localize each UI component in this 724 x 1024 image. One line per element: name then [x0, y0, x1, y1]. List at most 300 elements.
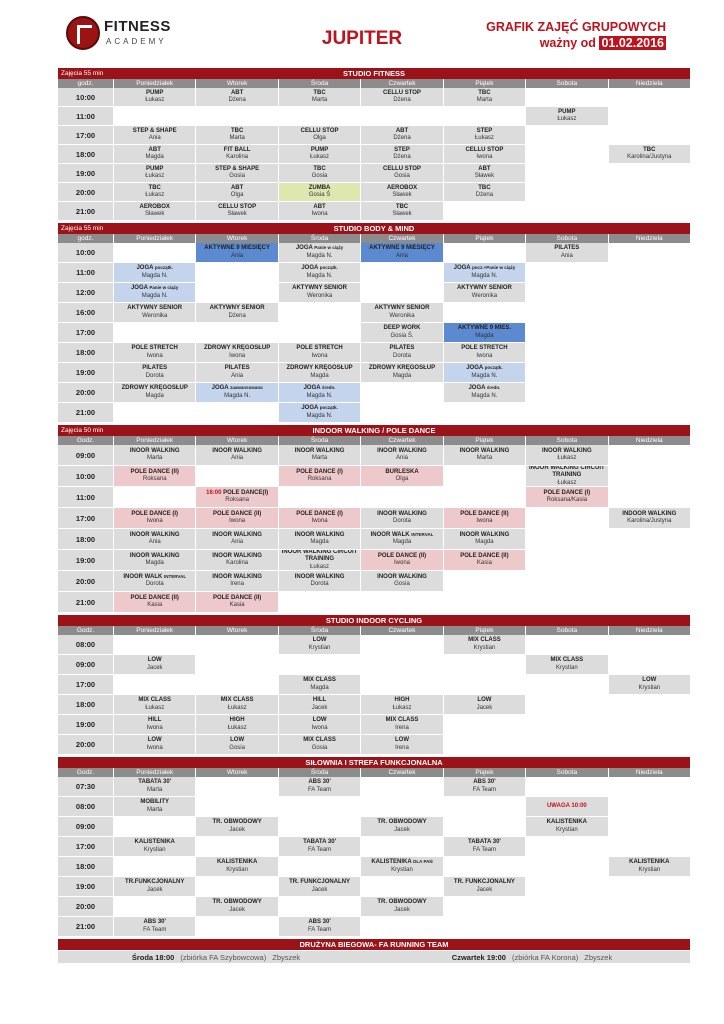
- class-slot[interactable]: [196, 487, 277, 507]
- class-slot[interactable]: [114, 263, 195, 282]
- class-slot[interactable]: [114, 529, 195, 549]
- class-slot[interactable]: [361, 126, 442, 144]
- trainer-name: Magda N.: [306, 252, 333, 259]
- trainer-name: Ania: [148, 135, 161, 141]
- column-header-day: Poniedziałek: [114, 436, 195, 445]
- trainer-name: Roksana: [142, 476, 167, 482]
- class-slot[interactable]: [114, 877, 195, 896]
- class-slot[interactable]: [279, 571, 360, 591]
- column-header-day: Sobota: [526, 234, 607, 243]
- class-name: AKTYWNY SENIOR: [209, 305, 265, 312]
- class-slot[interactable]: [444, 837, 525, 856]
- time-cell: 11:00: [58, 107, 113, 125]
- empty-slot: [361, 383, 442, 402]
- class-slot[interactable]: [526, 487, 607, 507]
- class-slot[interactable]: [361, 817, 442, 836]
- class-slot[interactable]: [114, 343, 195, 362]
- class-slot[interactable]: [114, 655, 195, 674]
- class-name-line: [114, 204, 195, 211]
- class-slot[interactable]: [196, 88, 277, 106]
- class-name: CELLU STOP: [300, 127, 339, 134]
- class-slot[interactable]: [361, 183, 442, 201]
- class-slot[interactable]: [196, 383, 277, 402]
- class-slot[interactable]: [526, 466, 607, 486]
- schedule-section: [58, 615, 690, 754]
- class-name-line: [279, 677, 360, 684]
- class-slot[interactable]: [279, 550, 360, 570]
- class-slot[interactable]: [279, 635, 360, 654]
- trainer-name: Iwona: [229, 352, 246, 359]
- class-slot[interactable]: [526, 655, 607, 674]
- class-slot[interactable]: [114, 592, 195, 612]
- trainer-name: Magda: [145, 392, 164, 399]
- class-name: ABT: [478, 165, 491, 172]
- class-slot[interactable]: [279, 877, 360, 896]
- column-headers: [58, 768, 690, 777]
- empty-slot: [196, 917, 277, 936]
- trainer-name: Magda: [392, 372, 412, 379]
- class-slot[interactable]: [361, 571, 442, 591]
- class-slot[interactable]: [114, 363, 195, 382]
- class-name: ZUMBA: [308, 184, 331, 191]
- class-name-line: [196, 859, 277, 866]
- trainer-name: Sławek: [227, 211, 247, 217]
- class-name-line: [279, 550, 360, 564]
- empty-slot: [196, 655, 277, 674]
- class-slot[interactable]: [196, 592, 277, 612]
- class-name-line: [444, 697, 525, 704]
- empty-slot: [526, 164, 607, 182]
- class-slot[interactable]: [196, 715, 277, 734]
- class-slot[interactable]: [526, 797, 607, 816]
- class-slot[interactable]: [361, 508, 442, 528]
- time-cell: 17:00: [58, 508, 113, 528]
- class-slot[interactable]: [444, 283, 525, 302]
- empty-slot: [196, 107, 277, 125]
- class-name: TR. OBWODOWY: [212, 819, 262, 826]
- class-name: MIX CLASS: [220, 697, 254, 704]
- class-slot[interactable]: [196, 445, 277, 465]
- empty-slot: [279, 107, 360, 125]
- column-header-day: Niedziela: [609, 79, 690, 88]
- class-name-line: [279, 265, 360, 272]
- class-slot[interactable]: [114, 917, 195, 936]
- class-slot[interactable]: [114, 466, 195, 486]
- class-slot[interactable]: [196, 126, 277, 144]
- class-name-line: [196, 737, 277, 744]
- empty-slot: [361, 777, 442, 796]
- class-name-line: [444, 365, 525, 372]
- empty-slot: [361, 283, 442, 302]
- class-name: POLE DANCE(I): [223, 489, 269, 496]
- class-name: STEP: [394, 146, 410, 153]
- running-place: (zbiórka FA Szybowcowa): [180, 952, 267, 962]
- class-slot[interactable]: [361, 88, 442, 106]
- class-slot[interactable]: [196, 529, 277, 549]
- class-slot[interactable]: [279, 383, 360, 402]
- class-slot[interactable]: [196, 202, 277, 220]
- class-slot[interactable]: [609, 675, 690, 694]
- class-slot[interactable]: [196, 363, 277, 382]
- class-name-line: [279, 839, 360, 846]
- class-slot[interactable]: [196, 695, 277, 714]
- class-slot[interactable]: [114, 383, 195, 402]
- class-name-line: [196, 448, 277, 455]
- class-slot[interactable]: [196, 571, 277, 591]
- class-slot[interactable]: [361, 550, 442, 570]
- class-name: ZDROWY KRĘGOSŁUP: [121, 385, 188, 392]
- class-name: KALISTENIKA: [216, 859, 258, 866]
- trainer-name: Marta: [311, 97, 328, 103]
- running-place: (zbiórka FA Korona): [511, 952, 579, 962]
- empty-slot: [279, 487, 360, 507]
- class-slot[interactable]: [279, 243, 360, 262]
- trainer-name: Ania: [395, 455, 408, 461]
- class-slot[interactable]: [279, 675, 360, 694]
- class-slot[interactable]: [526, 107, 607, 125]
- class-name: BURLESKA: [385, 468, 419, 475]
- trainer-name: Jacek: [394, 826, 410, 833]
- class-slot[interactable]: [279, 145, 360, 163]
- trainer-name: Łukasz: [557, 455, 577, 461]
- class-slot[interactable]: [526, 445, 607, 465]
- class-slot[interactable]: [361, 529, 442, 549]
- class-slot[interactable]: [444, 635, 525, 654]
- class-slot[interactable]: [361, 363, 442, 382]
- class-name-line: [114, 511, 195, 518]
- empty-slot: [609, 797, 690, 816]
- empty-slot: [526, 877, 607, 896]
- class-name-line: [444, 637, 525, 644]
- class-subtitle: INTERVAL: [411, 531, 434, 537]
- class-slot[interactable]: [279, 164, 360, 182]
- class-name-line: [361, 697, 442, 704]
- class-slot[interactable]: [279, 363, 360, 382]
- class-slot[interactable]: [196, 145, 277, 163]
- empty-slot: [114, 107, 195, 125]
- empty-slot: [526, 88, 607, 106]
- empty-slot: [609, 592, 690, 612]
- class-slot[interactable]: [444, 343, 525, 362]
- class-slot[interactable]: [444, 164, 525, 182]
- class-name-line: [114, 839, 195, 846]
- class-slot[interactable]: [279, 777, 360, 796]
- trainer-name: Kasia: [476, 560, 492, 566]
- class-name-line: [444, 553, 525, 560]
- class-slot[interactable]: [361, 145, 442, 163]
- schedule-section: [58, 757, 690, 936]
- class-name-line: [526, 490, 607, 497]
- trainer-name: Karolina/Justyna: [627, 518, 672, 524]
- empty-slot: [444, 655, 525, 674]
- class-name: KALISTENIKA: [629, 859, 670, 866]
- class-name: HIGH: [394, 697, 410, 704]
- class-slot[interactable]: [114, 88, 195, 106]
- class-slot[interactable]: [444, 877, 525, 896]
- class-name-line: [279, 779, 360, 786]
- class-slot[interactable]: [114, 145, 195, 163]
- class-name-line: [279, 511, 360, 518]
- class-slot[interactable]: [114, 715, 195, 734]
- class-slot[interactable]: [609, 145, 690, 163]
- class-slot[interactable]: [196, 303, 277, 322]
- class-slot[interactable]: [196, 897, 277, 916]
- trainer-name: Gosia: [311, 173, 328, 179]
- class-subtitle: średn.: [486, 385, 501, 391]
- class-name-line: [444, 532, 525, 539]
- class-slot[interactable]: [444, 445, 525, 465]
- section-duration: Zajęcia 50 min: [61, 427, 104, 434]
- empty-slot: [361, 635, 442, 654]
- trainer-name: Krystian: [226, 866, 248, 873]
- class-slot[interactable]: [361, 695, 442, 714]
- class-slot[interactable]: [609, 857, 690, 876]
- class-name-line: [526, 109, 607, 116]
- class-name: TBC: [395, 203, 409, 210]
- schedule-section: [58, 223, 690, 422]
- section-header: [58, 615, 690, 626]
- class-slot[interactable]: [279, 466, 360, 486]
- class-slot[interactable]: [361, 323, 442, 342]
- class-slot[interactable]: [114, 837, 195, 856]
- trainer-name: FA Team: [307, 786, 332, 793]
- empty-slot: [196, 635, 277, 654]
- empty-slot: [279, 897, 360, 916]
- class-slot[interactable]: [361, 466, 442, 486]
- class-name-line: [444, 385, 525, 392]
- trainer-name: Magda N.: [471, 392, 498, 399]
- class-slot[interactable]: [361, 735, 442, 754]
- class-slot[interactable]: [279, 183, 360, 201]
- class-name: POLE STRETCH: [461, 345, 508, 352]
- empty-slot: [526, 403, 607, 422]
- class-name-line: [279, 697, 360, 704]
- class-name-line: [114, 532, 195, 539]
- class-name-line: [361, 90, 442, 97]
- class-slot[interactable]: [114, 183, 195, 201]
- class-slot[interactable]: [114, 735, 195, 754]
- class-slot[interactable]: [279, 735, 360, 754]
- class-name: ABT: [395, 127, 409, 134]
- class-slot[interactable]: [361, 243, 442, 262]
- empty-slot: [444, 797, 525, 816]
- class-slot[interactable]: [114, 508, 195, 528]
- valid-from: [540, 36, 666, 50]
- class-slot[interactable]: [196, 164, 277, 182]
- class-slot[interactable]: [526, 817, 607, 836]
- class-slot[interactable]: [279, 715, 360, 734]
- class-subtitle: INTERVAL: [164, 573, 187, 579]
- class-slot[interactable]: [196, 508, 277, 528]
- class-name-line: [196, 185, 277, 192]
- empty-slot: [526, 695, 607, 714]
- class-slot[interactable]: [361, 445, 442, 465]
- class-slot[interactable]: [279, 529, 360, 549]
- class-name: TR.FUNKCJONALNY: [125, 879, 185, 886]
- empty-slot: [114, 857, 195, 876]
- empty-slot: [444, 857, 525, 876]
- class-slot[interactable]: [279, 508, 360, 528]
- class-slot[interactable]: [196, 183, 277, 201]
- class-slot[interactable]: [114, 164, 195, 182]
- class-slot[interactable]: [444, 88, 525, 106]
- class-name-line: [609, 511, 690, 518]
- class-name-line: [444, 345, 525, 352]
- trainer-name: Weronika: [142, 312, 168, 319]
- running-session: [58, 951, 374, 963]
- class-slot[interactable]: [114, 303, 195, 322]
- class-name: AKTYWNE 9 MIESIĘCY: [204, 245, 270, 252]
- trainer-name: Łukasz: [474, 135, 494, 141]
- class-slot[interactable]: [444, 550, 525, 570]
- class-slot[interactable]: [114, 202, 195, 220]
- trainer-name: Dżena: [393, 97, 411, 103]
- class-slot[interactable]: [279, 126, 360, 144]
- time-cell: 10:00: [58, 88, 113, 106]
- class-slot[interactable]: [196, 735, 277, 754]
- class-slot[interactable]: [279, 263, 360, 282]
- class-slot[interactable]: [361, 857, 442, 876]
- trainer-name: Karolina: [226, 560, 249, 566]
- class-name: INOOR WALKING: [129, 552, 180, 559]
- class-slot[interactable]: [444, 183, 525, 201]
- column-header-day: Wtorek: [196, 234, 277, 243]
- class-slot[interactable]: [361, 164, 442, 182]
- class-slot[interactable]: [361, 303, 442, 322]
- section-title: STUDIO BODY & MIND: [333, 224, 415, 233]
- trainer-name: Krystian: [143, 846, 166, 853]
- empty-slot: [361, 655, 442, 674]
- class-name: INOOR WALKING: [459, 531, 510, 538]
- time-cell: 11:00: [58, 263, 113, 282]
- schedule-section: [58, 425, 690, 612]
- empty-slot: [361, 837, 442, 856]
- class-slot[interactable]: [114, 777, 195, 796]
- class-name-line: [279, 365, 360, 372]
- class-slot[interactable]: [114, 126, 195, 144]
- empty-slot: [609, 263, 690, 282]
- trainer-name: Magda: [145, 560, 164, 566]
- class-slot[interactable]: [279, 202, 360, 220]
- trainer-name: Ania: [395, 252, 408, 259]
- class-slot[interactable]: [444, 263, 525, 282]
- class-slot[interactable]: [361, 202, 442, 220]
- class-name-line: [114, 345, 195, 352]
- class-slot[interactable]: [114, 445, 195, 465]
- time-cell: 18:00: [58, 857, 113, 876]
- empty-slot: [609, 917, 690, 936]
- column-header-day: Piątek: [444, 626, 525, 635]
- class-slot[interactable]: [361, 897, 442, 916]
- class-name: TBC: [313, 89, 326, 96]
- class-slot[interactable]: [526, 243, 607, 262]
- class-name-line: [279, 90, 360, 97]
- empty-slot: [526, 383, 607, 402]
- class-name-line: [114, 879, 195, 886]
- class-slot[interactable]: [444, 695, 525, 714]
- class-slot[interactable]: [279, 403, 360, 422]
- class-name: LOW: [147, 657, 162, 664]
- class-name-line: [361, 305, 442, 312]
- class-name: INOOR WALK: [370, 531, 410, 538]
- class-slot[interactable]: [196, 817, 277, 836]
- class-slot[interactable]: [279, 88, 360, 106]
- empty-slot: [279, 817, 360, 836]
- class-slot[interactable]: [444, 529, 525, 549]
- class-slot[interactable]: [279, 343, 360, 362]
- trainer-name: Łukasz: [310, 563, 330, 570]
- class-slot[interactable]: [114, 797, 195, 816]
- class-slot[interactable]: [361, 343, 442, 362]
- class-slot[interactable]: [196, 857, 277, 876]
- class-name: TABATA 30': [138, 779, 172, 786]
- class-slot[interactable]: [196, 343, 277, 362]
- class-name-line: [114, 305, 195, 312]
- class-slot[interactable]: [196, 550, 277, 570]
- class-name: JOGA: [301, 265, 319, 272]
- class-slot[interactable]: [114, 283, 195, 302]
- class-slot[interactable]: [444, 323, 525, 342]
- time-cell: 20:00: [58, 735, 113, 754]
- trainer-name: Krystian: [638, 866, 661, 873]
- class-slot[interactable]: [444, 508, 525, 528]
- class-name-line: [279, 448, 360, 455]
- column-header-day: Środa: [279, 436, 360, 445]
- class-name: AKTYWNY SENIOR: [374, 305, 430, 312]
- class-name: AKTYWNY SENIOR: [292, 285, 348, 292]
- class-name-line: [114, 469, 195, 476]
- class-name-line: [196, 697, 277, 704]
- class-slot[interactable]: [444, 363, 525, 382]
- class-name-line: [361, 245, 442, 252]
- class-name-line: [114, 166, 195, 173]
- class-slot[interactable]: [444, 126, 525, 144]
- class-slot[interactable]: [279, 917, 360, 936]
- class-name-line: [361, 574, 442, 581]
- class-slot[interactable]: [279, 283, 360, 302]
- class-slot[interactable]: [114, 571, 195, 591]
- empty-slot: [444, 466, 525, 486]
- class-slot[interactable]: [196, 243, 277, 262]
- class-slot[interactable]: [279, 837, 360, 856]
- class-slot[interactable]: [114, 550, 195, 570]
- schedule-title: GRAFIK ZAJĘĆ GRUPOWYCH: [486, 20, 666, 34]
- trainer-name: Dorota: [310, 581, 329, 587]
- empty-slot: [609, 283, 690, 302]
- empty-slot: [609, 837, 690, 856]
- trainer-name: Weronika: [389, 312, 415, 319]
- class-name: AKTYWNY SENIOR: [456, 285, 512, 292]
- class-name: JOGA: [211, 385, 229, 392]
- class-slot[interactable]: [444, 145, 525, 163]
- column-header-day: Niedziela: [609, 436, 690, 445]
- empty-slot: [196, 403, 277, 422]
- empty-slot: [444, 917, 525, 936]
- empty-slot: [279, 592, 360, 612]
- class-slot[interactable]: [609, 508, 690, 528]
- class-name-line: [114, 128, 195, 135]
- class-slot[interactable]: [361, 715, 442, 734]
- class-slot[interactable]: [444, 777, 525, 796]
- trainer-name: Krystian: [308, 644, 331, 651]
- trainer-name: Dorota: [392, 518, 411, 524]
- class-name-line: [361, 717, 442, 724]
- class-slot[interactable]: [279, 695, 360, 714]
- class-slot[interactable]: [279, 445, 360, 465]
- class-slot[interactable]: [114, 695, 195, 714]
- class-slot[interactable]: [444, 383, 525, 402]
- class-name: CELLU STOP: [383, 165, 421, 172]
